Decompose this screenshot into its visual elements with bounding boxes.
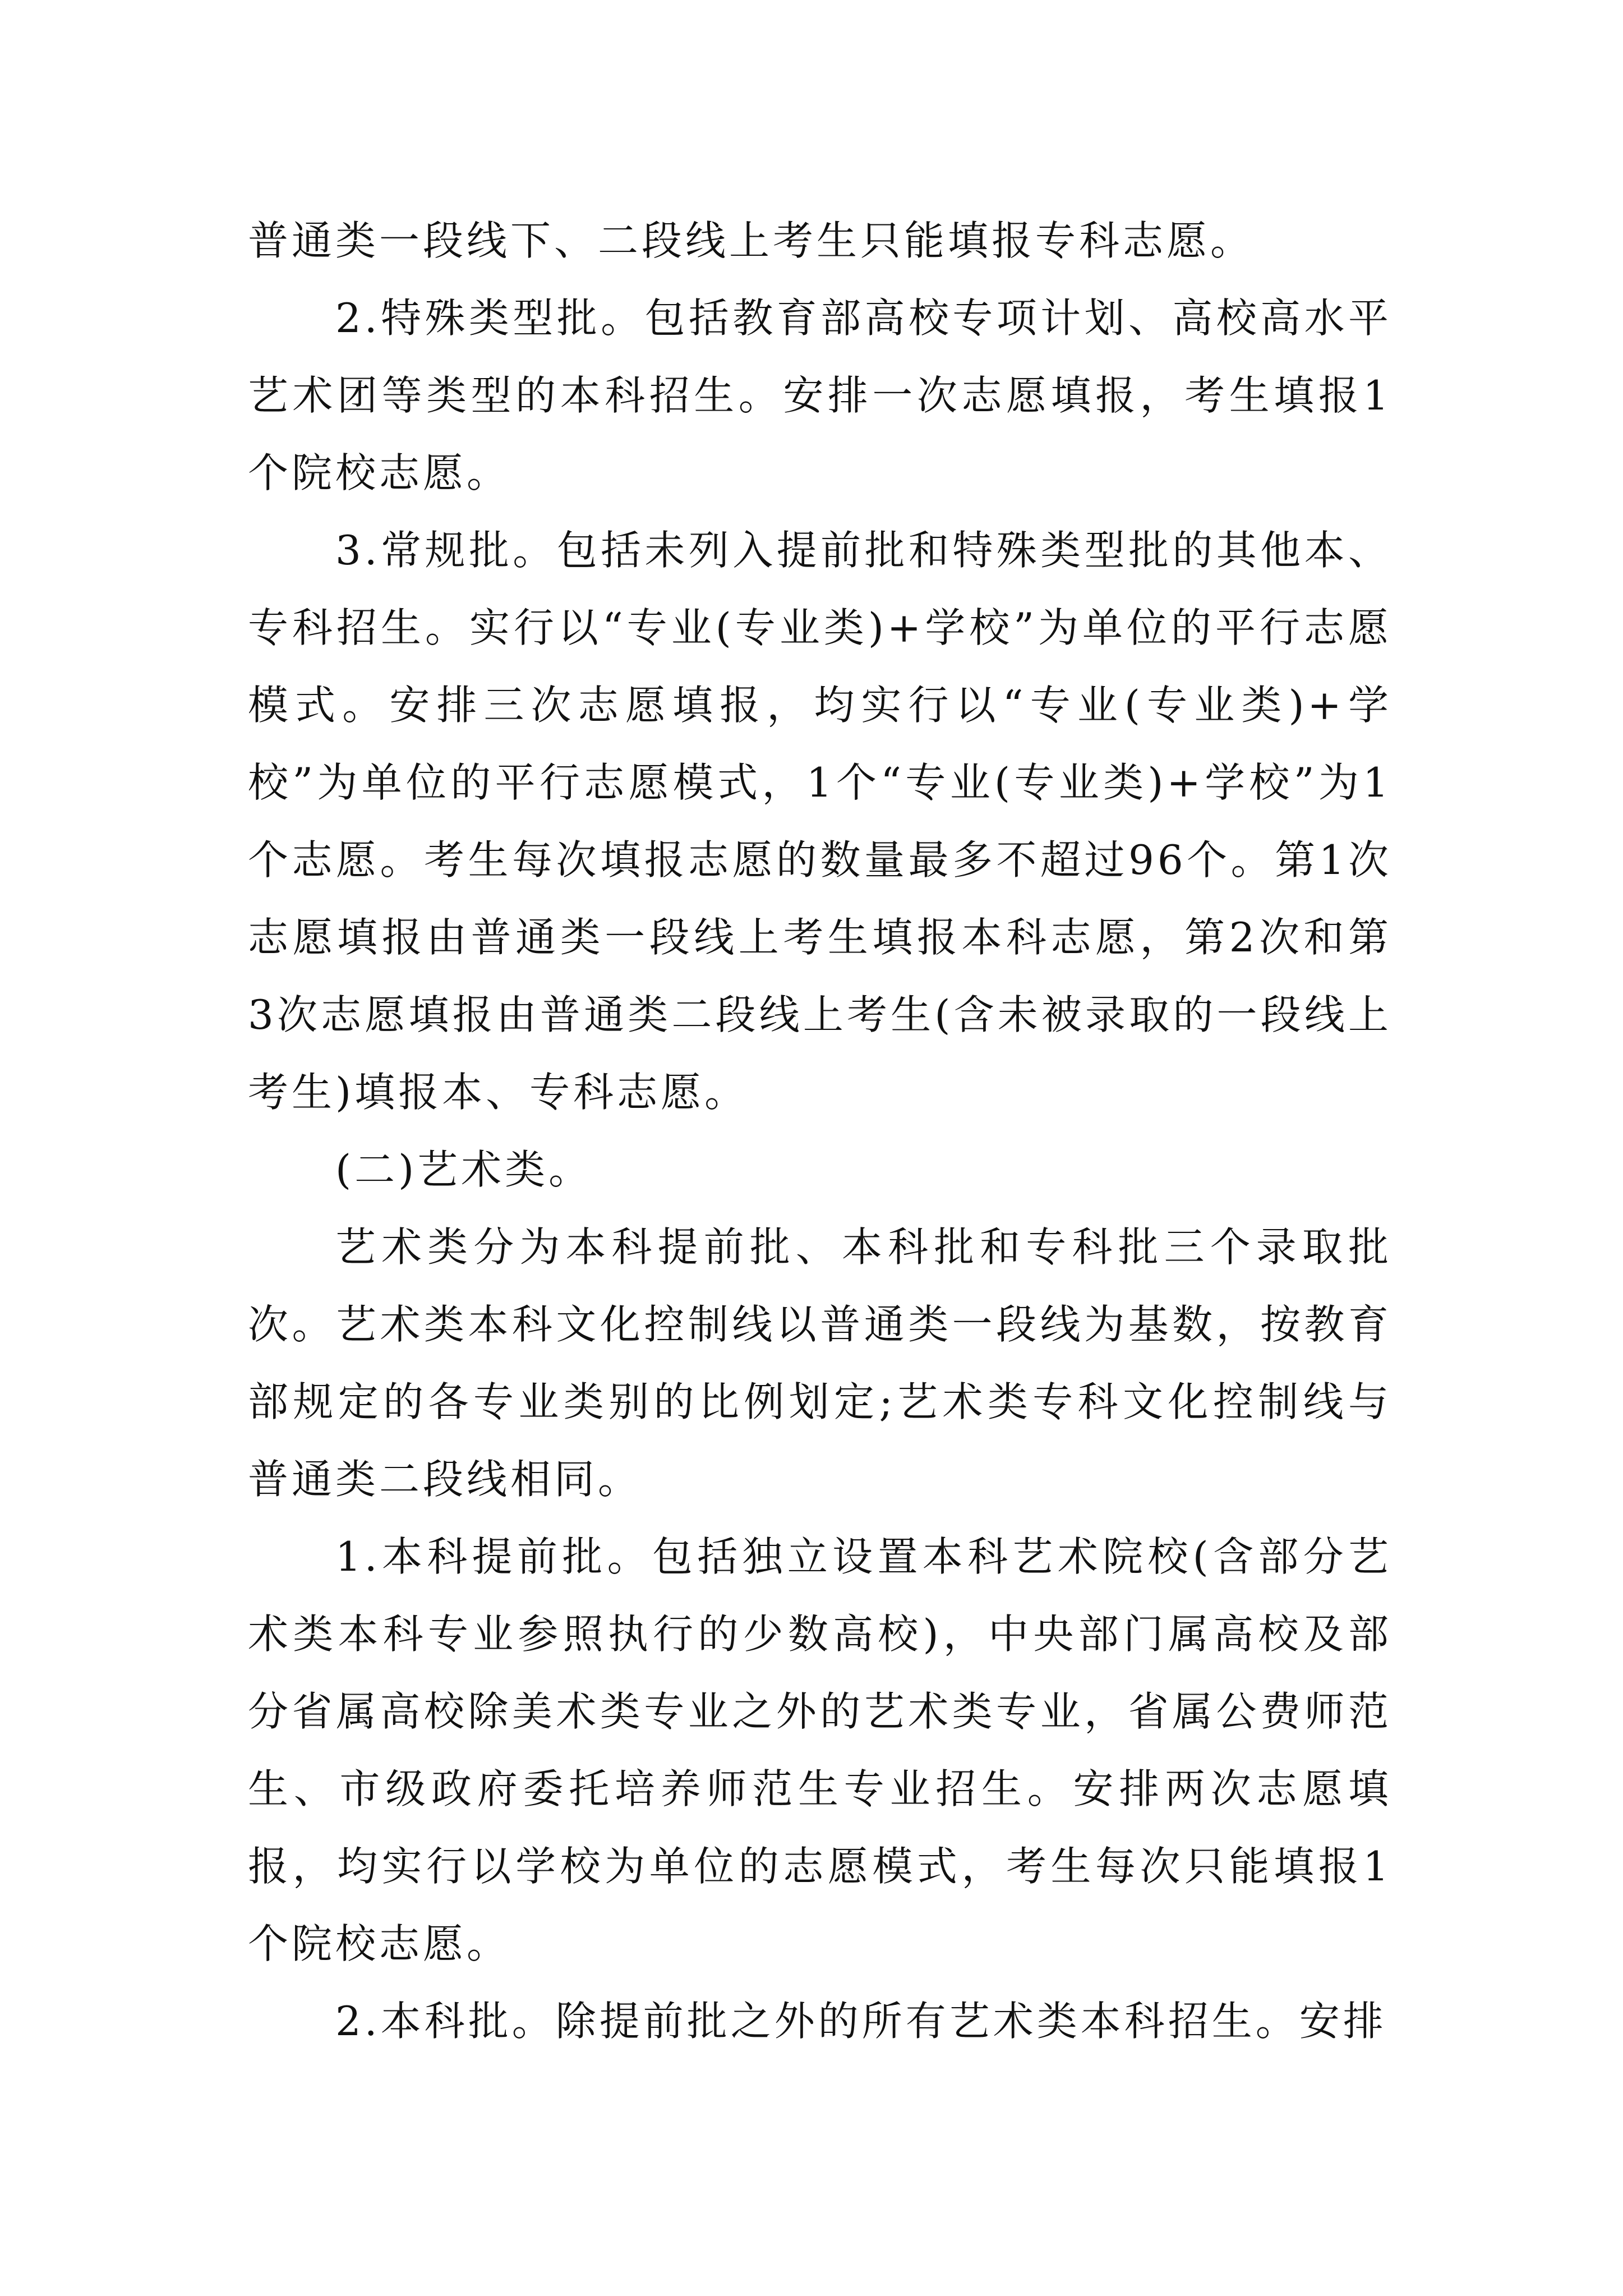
paragraph-tail-previous: 普通类一段线下、二段线上考生只能填报专科志愿。 <box>248 217 1255 264</box>
document-body <box>248 202 1392 2060</box>
paragraph-art-early-batch: 1.本科提前批。包括独立设置本科艺术院校(含部分艺术类本科专业参照执行的少数高校)，中央部门属高校及部分省属高校除美术类专业之外的艺术类专业，省属公费师范生、市级政府委托培养师范生专业招生。安排两次志愿填报，均实行以学校为单位的志愿模式，考生每次只能填报1个院校志愿。 <box>248 1533 1392 1967</box>
section-heading-art: (二)艺术类。 <box>335 1146 593 1193</box>
paragraph-special-batch: 2.特殊类型批。包括教育部高校专项计划、高校高水平艺术团等类型的本科招生。安排一次志愿填报，考生填报1个院校志愿。 <box>248 295 1392 496</box>
paragraph-art-overview: 艺术类分为本科提前批、本科批和专科批三个录取批次。艺术类本科文化控制线以普通类一段线为基数，按教育部规定的各专业类别的比例划定;艺术类专科文化控制线与普通类二段线相同。 <box>248 1223 1392 1503</box>
paragraph-regular-batch: 3.常规批。包括未列入提前批和特殊类型批的其他本、专科招生。实行以“专业(专业类)+学校”为单位的平行志愿模式。安排三次志愿填报，均实行以“专业(专业类)+学校”为单位的平行志愿模式，1个“专业(专业类)+学校”为1个志愿。考生每次填报志愿的数量最多不超过96个。第1次志愿填报由普通类一段线上考生填报本科志愿，第2次和第3次志愿填报由普通类二段线上考生(含未被录取的一段线上考生)填报本、专科志愿。 <box>248 527 1392 1116</box>
paragraph-art-undergrad-batch: 2.本科批。除提前批之外的所有艺术类本科招生。安排 <box>335 1998 1387 2045</box>
